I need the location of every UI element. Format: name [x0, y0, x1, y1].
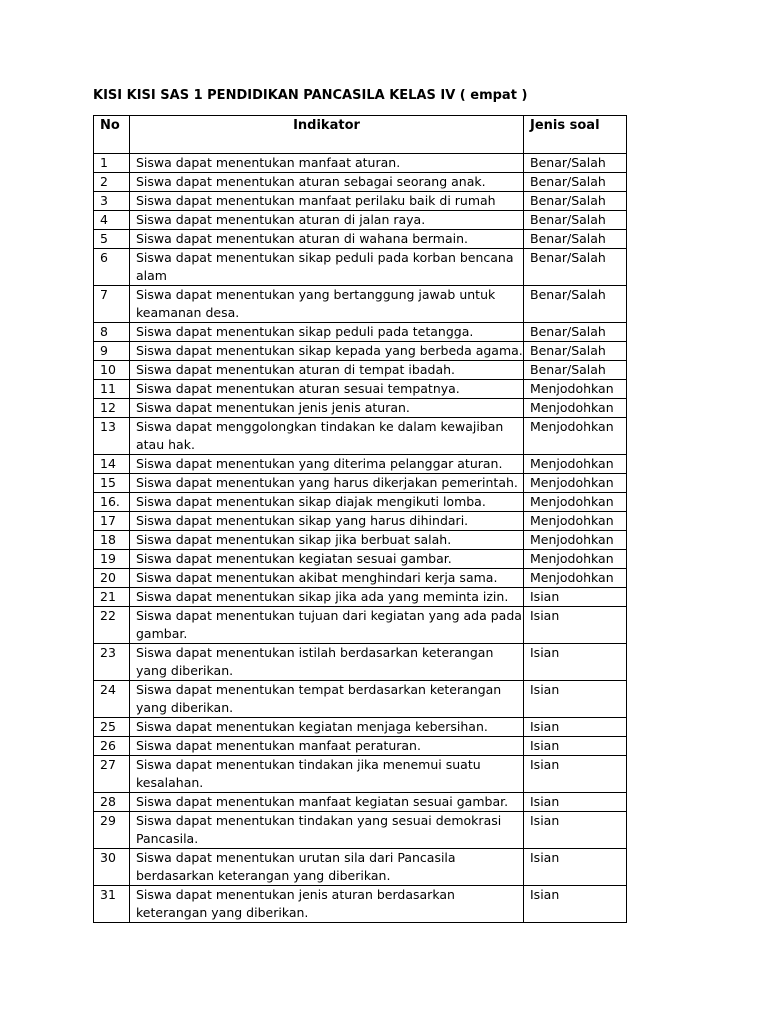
indikator-cell: Siswa dapat menentukan sikap kepada yang berbeda agama.	[130, 342, 524, 361]
row-number-cell: 3	[94, 192, 130, 211]
jenis-soal-cell: Isian	[524, 849, 627, 886]
row-number-cell: 22	[94, 607, 130, 644]
table-row	[94, 211, 627, 230]
jenis-soal-cell: Isian	[524, 886, 627, 923]
document-title: KISI KISI SAS 1 PENDIDIKAN PANCASILA KELAS IV ( empat )	[93, 88, 528, 103]
jenis-soal-cell: Benar/Salah	[524, 192, 627, 211]
indikator-cell: Siswa dapat menentukan tindakan yang sesuai demokrasi Pancasila.	[130, 812, 524, 849]
column-header-indikator: Indikator	[130, 116, 524, 154]
table-body	[94, 154, 627, 923]
indikator-cell: Siswa dapat menentukan aturan sebagai seorang anak.	[130, 173, 524, 192]
jenis-soal-cell: Isian	[524, 718, 627, 737]
indikator-cell: Siswa dapat menentukan sikap diajak mengikuti lomba.	[130, 493, 524, 512]
table-row	[94, 756, 627, 793]
table-row	[94, 793, 627, 812]
indikator-cell: Siswa dapat menentukan tempat berdasarkan keterangan yang diberikan.	[130, 681, 524, 718]
row-number-cell: 27	[94, 756, 130, 793]
jenis-soal-cell: Benar/Salah	[524, 286, 627, 323]
table-row	[94, 230, 627, 249]
jenis-soal-cell: Menjodohkan	[524, 550, 627, 569]
jenis-soal-cell: Menjodohkan	[524, 418, 627, 455]
row-number-cell: 23	[94, 644, 130, 681]
table-row	[94, 249, 627, 286]
row-number-cell: 9	[94, 342, 130, 361]
indikator-cell: Siswa dapat menentukan yang diterima pelanggar aturan.	[130, 455, 524, 474]
row-number-cell: 25	[94, 718, 130, 737]
row-number-cell: 16.	[94, 493, 130, 512]
kisi-kisi-table	[93, 115, 627, 923]
indikator-cell: Siswa dapat menentukan sikap jika berbuat salah.	[130, 531, 524, 550]
row-number-cell: 14	[94, 455, 130, 474]
row-number-cell: 17	[94, 512, 130, 531]
table-row	[94, 361, 627, 380]
table-row	[94, 286, 627, 323]
table-row	[94, 531, 627, 550]
indikator-cell: Siswa dapat menentukan manfaat peraturan.	[130, 737, 524, 756]
indikator-cell: Siswa dapat menentukan yang harus dikerjakan pemerintah.	[130, 474, 524, 493]
indikator-cell: Siswa dapat menentukan tujuan dari kegiatan yang ada pada gambar.	[130, 607, 524, 644]
row-number-cell: 7	[94, 286, 130, 323]
table-row	[94, 455, 627, 474]
row-number-cell: 13	[94, 418, 130, 455]
jenis-soal-cell: Menjodohkan	[524, 399, 627, 418]
row-number-cell: 19	[94, 550, 130, 569]
jenis-soal-cell: Benar/Salah	[524, 323, 627, 342]
row-number-cell: 31	[94, 886, 130, 923]
table-row	[94, 493, 627, 512]
row-number-cell: 11	[94, 380, 130, 399]
table-row	[94, 569, 627, 588]
jenis-soal-cell: Isian	[524, 607, 627, 644]
row-number-cell: 28	[94, 793, 130, 812]
jenis-soal-cell: Isian	[524, 756, 627, 793]
row-number-cell: 12	[94, 399, 130, 418]
table-row	[94, 737, 627, 756]
row-number-cell: 4	[94, 211, 130, 230]
row-number-cell: 10	[94, 361, 130, 380]
row-number-cell: 26	[94, 737, 130, 756]
table-row	[94, 718, 627, 737]
indikator-cell: Siswa dapat menentukan aturan di tempat ibadah.	[130, 361, 524, 380]
jenis-soal-cell: Isian	[524, 644, 627, 681]
jenis-soal-cell: Menjodohkan	[524, 569, 627, 588]
table-row	[94, 512, 627, 531]
row-number-cell: 2	[94, 173, 130, 192]
row-number-cell: 15	[94, 474, 130, 493]
row-number-cell: 21	[94, 588, 130, 607]
indikator-cell: Siswa dapat menentukan jenis jenis aturan.	[130, 399, 524, 418]
column-header-jenis-soal: Jenis soal	[524, 116, 627, 154]
jenis-soal-cell: Benar/Salah	[524, 173, 627, 192]
jenis-soal-cell: Menjodohkan	[524, 380, 627, 399]
jenis-soal-cell: Menjodohkan	[524, 455, 627, 474]
indikator-cell: Siswa dapat menentukan sikap yang harus dihindari.	[130, 512, 524, 531]
indikator-cell: Siswa dapat menggolongkan tindakan ke dalam kewajiban atau hak.	[130, 418, 524, 455]
indikator-cell: Siswa dapat menentukan aturan di wahana bermain.	[130, 230, 524, 249]
table-row	[94, 474, 627, 493]
indikator-cell: Siswa dapat menentukan yang bertanggung jawab untuk keamanan desa.	[130, 286, 524, 323]
jenis-soal-cell: Isian	[524, 812, 627, 849]
jenis-soal-cell: Isian	[524, 737, 627, 756]
table-row	[94, 812, 627, 849]
jenis-soal-cell: Benar/Salah	[524, 361, 627, 380]
row-number-cell: 1	[94, 154, 130, 173]
table-row	[94, 550, 627, 569]
indikator-cell: Siswa dapat menentukan kegiatan sesuai gambar.	[130, 550, 524, 569]
jenis-soal-cell: Benar/Salah	[524, 230, 627, 249]
table-row	[94, 607, 627, 644]
table-row	[94, 342, 627, 361]
table-header-row	[94, 116, 627, 154]
row-number-cell: 20	[94, 569, 130, 588]
jenis-soal-cell: Isian	[524, 681, 627, 718]
row-number-cell: 18	[94, 531, 130, 550]
indikator-cell: Siswa dapat menentukan istilah berdasarkan keterangan yang diberikan.	[130, 644, 524, 681]
table-row	[94, 849, 627, 886]
row-number-cell: 6	[94, 249, 130, 286]
indikator-cell: Siswa dapat menentukan manfaat kegiatan sesuai gambar.	[130, 793, 524, 812]
jenis-soal-cell: Isian	[524, 588, 627, 607]
table-row	[94, 154, 627, 173]
jenis-soal-cell: Benar/Salah	[524, 154, 627, 173]
table-row	[94, 380, 627, 399]
indikator-cell: Siswa dapat menentukan sikap jika ada yang meminta izin.	[130, 588, 524, 607]
indikator-cell: Siswa dapat menentukan manfaat aturan.	[130, 154, 524, 173]
jenis-soal-cell: Menjodohkan	[524, 531, 627, 550]
table-row	[94, 173, 627, 192]
jenis-soal-cell: Benar/Salah	[524, 342, 627, 361]
indikator-cell: Siswa dapat menentukan urutan sila dari Pancasila berdasarkan keterangan yang diberikan.	[130, 849, 524, 886]
indikator-cell: Siswa dapat menentukan kegiatan menjaga kebersihan.	[130, 718, 524, 737]
indikator-cell: Siswa dapat menentukan tindakan jika menemui suatu kesalahan.	[130, 756, 524, 793]
column-header-no: No	[94, 116, 130, 154]
jenis-soal-cell: Benar/Salah	[524, 211, 627, 230]
indikator-cell: Siswa dapat menentukan sikap peduli pada tetangga.	[130, 323, 524, 342]
jenis-soal-cell: Menjodohkan	[524, 512, 627, 531]
indikator-cell: Siswa dapat menentukan jenis aturan berdasarkan keterangan yang diberikan.	[130, 886, 524, 923]
row-number-cell: 8	[94, 323, 130, 342]
row-number-cell: 29	[94, 812, 130, 849]
row-number-cell: 30	[94, 849, 130, 886]
table-row	[94, 644, 627, 681]
jenis-soal-cell: Benar/Salah	[524, 249, 627, 286]
jenis-soal-cell: Menjodohkan	[524, 493, 627, 512]
table-row	[94, 588, 627, 607]
row-number-cell: 24	[94, 681, 130, 718]
table-row	[94, 886, 627, 923]
jenis-soal-cell: Isian	[524, 793, 627, 812]
table-row	[94, 418, 627, 455]
indikator-cell: Siswa dapat menentukan aturan sesuai tempatnya.	[130, 380, 524, 399]
table-row	[94, 192, 627, 211]
indikator-cell: Siswa dapat menentukan aturan di jalan raya.	[130, 211, 524, 230]
jenis-soal-cell: Menjodohkan	[524, 474, 627, 493]
table-row	[94, 681, 627, 718]
table-row	[94, 323, 627, 342]
table-row	[94, 399, 627, 418]
row-number-cell: 5	[94, 230, 130, 249]
indikator-cell: Siswa dapat menentukan manfaat perilaku baik di rumah	[130, 192, 524, 211]
indikator-cell: Siswa dapat menentukan sikap peduli pada korban bencana alam	[130, 249, 524, 286]
indikator-cell: Siswa dapat menentukan akibat menghindari kerja sama.	[130, 569, 524, 588]
